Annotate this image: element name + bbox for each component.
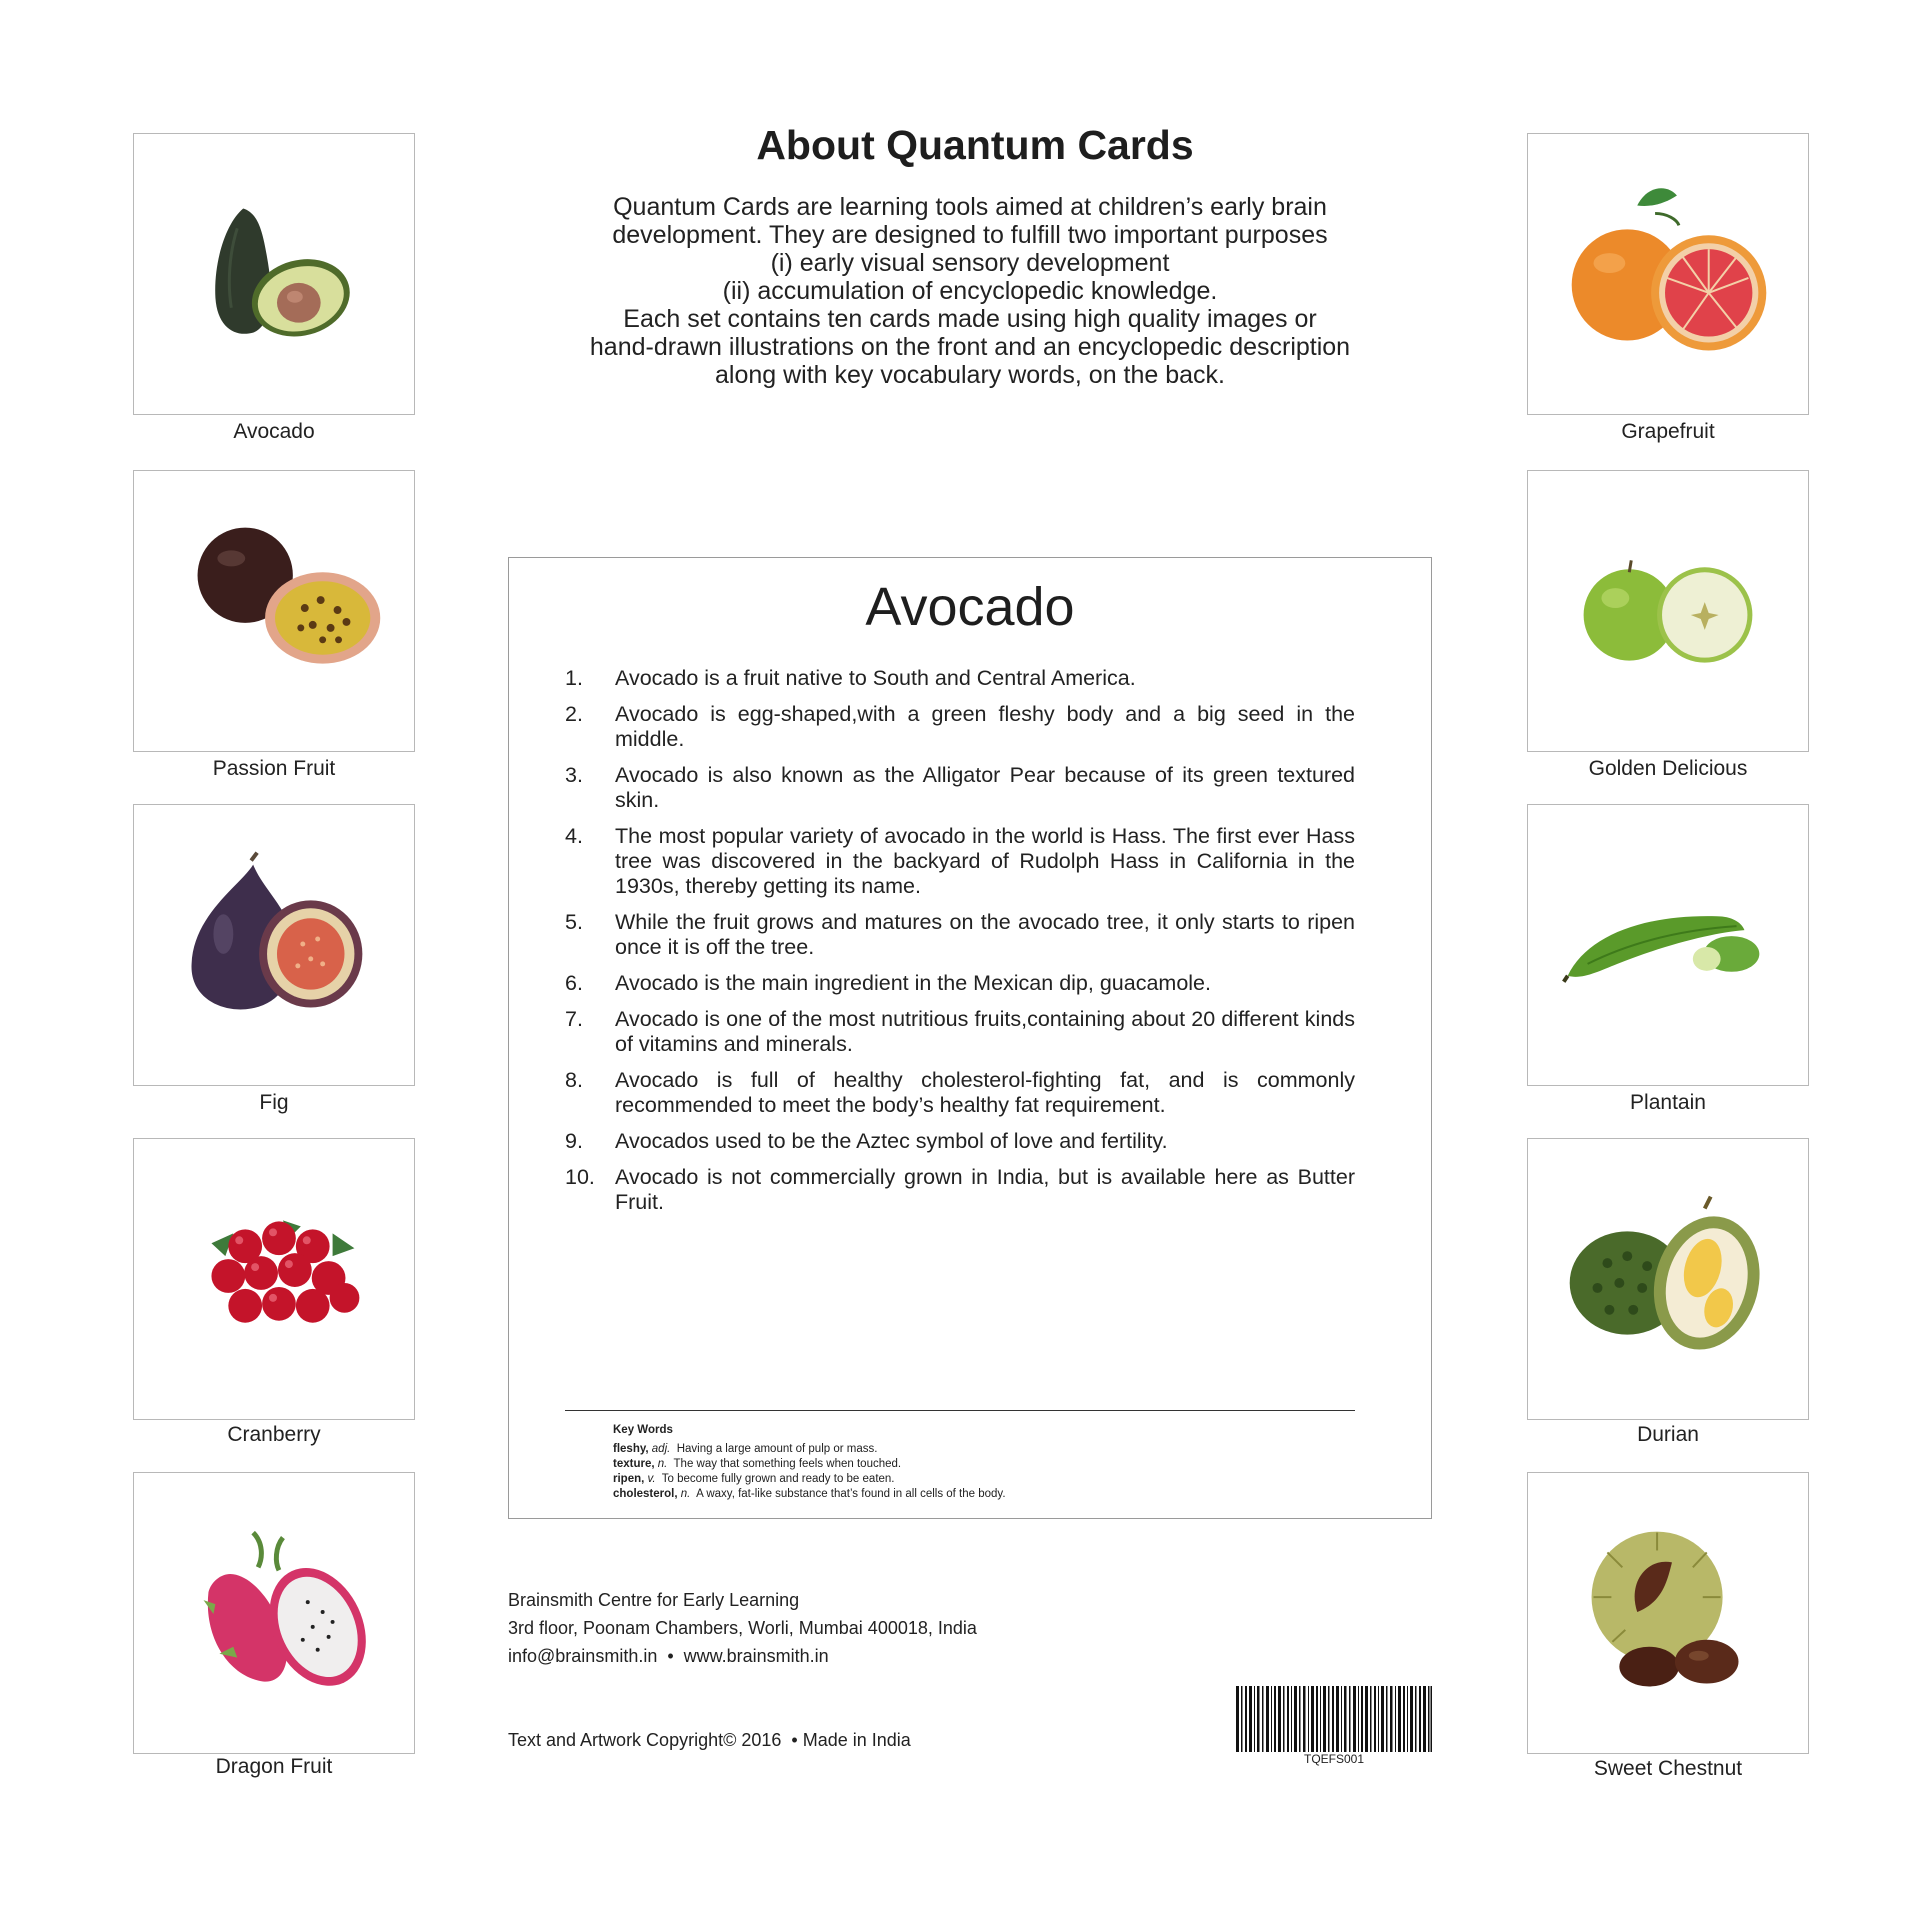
card-label-dragon-fruit: Dragon Fruit [215, 1755, 333, 1778]
about-line: along with key vocabulary words, on the back. [715, 361, 1225, 389]
card-passion-fruit [133, 470, 415, 752]
about-line: Each set contains ten cards made using high quality images or [623, 305, 1317, 333]
fact-item [565, 1165, 1355, 1215]
fact-text: Avocado is not commercially grown in India, but is available here as Butter Fruit. [615, 1165, 1355, 1214]
apple-illustration [1528, 471, 1808, 751]
dragon-fruit-illustration [134, 1473, 414, 1753]
fact-item [565, 824, 1355, 899]
key-words [613, 1423, 1006, 1502]
key-word-definition: The way that something feels when touched. [673, 1458, 902, 1470]
fact-number: 2. [565, 702, 583, 726]
fact-text: While the fruit grows and matures on the avocado tree, it only starts to ripen once it is off the tree. [615, 910, 1355, 959]
card-cranberry [133, 1138, 415, 1420]
key-word: fleshy, [613, 1443, 649, 1455]
card-label-sweet-chestnut: Sweet Chestnut [1593, 1757, 1743, 1780]
about-line: hand-drawn illustrations on the front and an encyclopedic description [589, 333, 1351, 361]
key-word-definition: To become fully grown and ready to be eaten. [661, 1473, 895, 1485]
key-word-entry [613, 1442, 1006, 1457]
fact-item [565, 971, 1355, 996]
about-line: Quantum Cards are learning tools aimed at children’s early brain [613, 193, 1327, 221]
fact-number: 6. [565, 971, 583, 995]
fact-item [565, 763, 1355, 813]
key-word-pos: v. [647, 1473, 656, 1485]
fact-item [565, 1007, 1355, 1057]
avocado-illustration [134, 134, 414, 414]
key-words-divider [565, 1410, 1355, 1411]
durian-illustration [1528, 1139, 1808, 1419]
plantain-illustration [1528, 805, 1808, 1085]
publisher-address: 3rd floor, Poonam Chambers, Worli, Mumbai 400018, India [508, 1618, 977, 1638]
card-grapefruit [1527, 133, 1809, 415]
key-word-pos: n. [680, 1488, 691, 1500]
fact-text: Avocado is a fruit native to South and Central America. [615, 666, 1136, 690]
barcode-icon [1236, 1686, 1432, 1758]
detail-title: Avocado [865, 577, 1075, 637]
fact-text: The most popular variety of avocado in the world is Hass. The first ever Hass tree was discovered in the backyard of Rudolph Hass in California in the 1930s, thereby getting its name. [615, 824, 1355, 898]
fact-number: 4. [565, 824, 583, 848]
fact-item [565, 1129, 1355, 1154]
fact-number: 7. [565, 1007, 583, 1031]
card-label-durian: Durian [1637, 1423, 1699, 1446]
fact-number: 5. [565, 910, 583, 934]
card-plantain [1527, 804, 1809, 1086]
card-label-fig: Fig [259, 1091, 289, 1114]
card-label-grapefruit: Grapefruit [1621, 420, 1715, 443]
fact-text: Avocado is one of the most nutritious fruits,containing about 20 different kinds of vitamins and minerals. [615, 1007, 1355, 1056]
key-word-definition: A waxy, fat-like substance that’s found in all cells of the body. [696, 1488, 1006, 1500]
fact-text: Avocados used to be the Aztec symbol of love and fertility. [615, 1129, 1168, 1153]
fact-item [565, 910, 1355, 960]
about-title: About Quantum Cards [756, 122, 1194, 168]
fact-list [565, 666, 1355, 1226]
fact-text: Avocado is full of healthy cholesterol-fighting fat, and is commonly recommended to meet the body’s healthy fat requirement. [615, 1068, 1355, 1117]
publisher-info [508, 1586, 977, 1670]
key-word: texture, [613, 1458, 655, 1470]
copyright-notice: Text and Artwork Copyright© 2016 • Made in India [508, 1730, 911, 1750]
fact-number: 3. [565, 763, 583, 787]
card-label-avocado: Avocado [233, 420, 315, 443]
publisher-name: Brainsmith Centre for Early Learning [508, 1590, 800, 1610]
key-word-pos: n. [657, 1458, 668, 1470]
key-word-pos: adj. [651, 1443, 671, 1455]
key-word-entry [613, 1472, 1006, 1487]
passion-fruit-illustration [134, 471, 414, 751]
fact-number: 8. [565, 1068, 583, 1092]
cranberry-illustration [134, 1139, 414, 1419]
fact-text: Avocado is egg-shaped,with a green fleshy body and a big seed in the middle. [615, 702, 1355, 751]
card-avocado [133, 133, 415, 415]
fact-number: 9. [565, 1129, 583, 1153]
fact-text: Avocado is the main ingredient in the Mexican dip, guacamole. [615, 971, 1211, 995]
card-golden-delicious [1527, 470, 1809, 752]
key-word: ripen, [613, 1473, 645, 1485]
grapefruit-illustration [1528, 134, 1808, 414]
fact-number: 10. [565, 1165, 595, 1189]
key-words-title: Key Words [613, 1424, 673, 1436]
card-dragon-fruit [133, 1472, 415, 1754]
key-word-entry [613, 1487, 1006, 1502]
card-fig [133, 804, 415, 1086]
barcode-number: TQEFS001 [1303, 1752, 1365, 1766]
key-word-definition: Having a large amount of pulp or mass. [676, 1443, 878, 1455]
fact-text: Avocado is also known as the Alligator Pear because of its green textured skin. [615, 763, 1355, 812]
fact-item [565, 666, 1355, 691]
card-sweet-chestnut [1527, 1472, 1809, 1754]
about-line: (i) early visual sensory development [770, 249, 1170, 277]
about-line: development. They are designed to fulfill two important purposes [612, 221, 1328, 249]
card-label-golden-delicious: Golden Delicious [1588, 757, 1748, 780]
card-label-passion-fruit: Passion Fruit [212, 757, 336, 780]
chestnut-illustration [1528, 1473, 1808, 1753]
key-word-entry [613, 1457, 1006, 1472]
detail-card [508, 557, 1432, 1519]
about-description [520, 193, 1420, 389]
fact-item [565, 1068, 1355, 1118]
fact-number: 1. [565, 666, 583, 690]
fig-illustration [134, 805, 414, 1085]
publisher-contact: info@brainsmith.in • www.brainsmith.in [508, 1646, 829, 1666]
card-label-plantain: Plantain [1630, 1091, 1706, 1114]
card-durian [1527, 1138, 1809, 1420]
key-word: cholesterol, [613, 1488, 678, 1500]
about-line: (ii) accumulation of encyclopedic knowledge. [722, 277, 1218, 305]
fact-item [565, 702, 1355, 752]
card-label-cranberry: Cranberry [227, 1423, 321, 1446]
